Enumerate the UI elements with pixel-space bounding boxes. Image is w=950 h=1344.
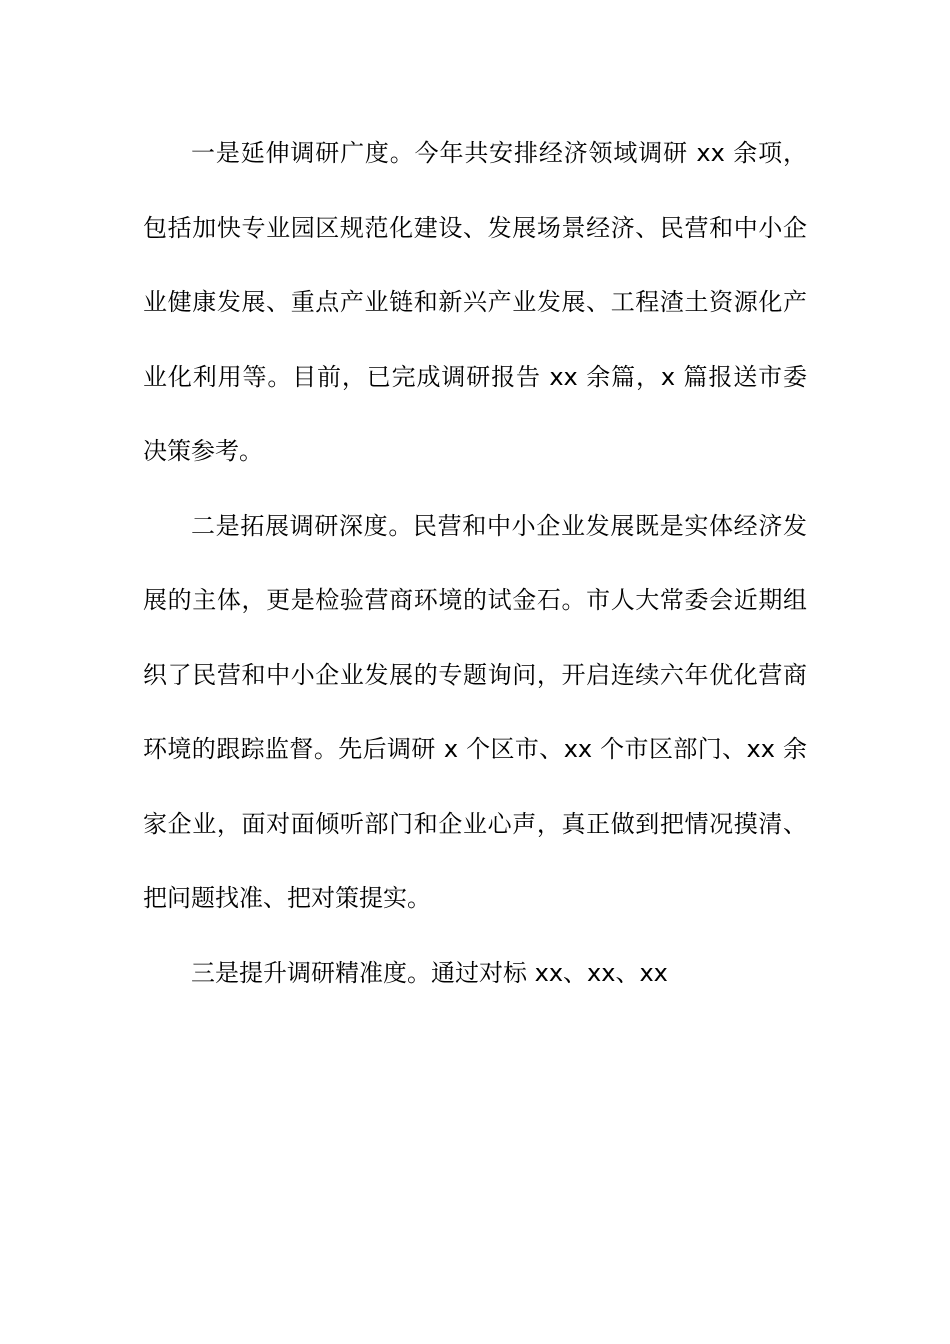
- paragraph-precision: 三是提升调研精准度。通过对标 xx、xx、xx: [191, 958, 668, 987]
- paragraph-depth: 二是拓展调研深度。民营和中小企业发展既是实体经济发展的主体，更是检验营商环境的试金石。市人大常委会近期组织了民营和中小企业发展的专题询问，开启连续六年优化营商环境的跟踪监督。先后调研 x 个区市、xx 个市区部门、xx 余家企业，面对面倾听部门和企业心声，真正做到把情况摸清、把问题找准、把对策提实。: [143, 511, 807, 912]
- document-body: [143, 116, 807, 1010]
- paragraph-breadth: 一是延伸调研广度。今年共安排经济领域调研 xx 余项，包括加快专业园区规范化建设、发展场景经济、民营和中小企业健康发展、重点产业链和新兴产业发展、工程渣土资源化产业化利用等。目前，已完成调研报告 xx 余篇，x 篇报送市委决策参考。: [143, 139, 807, 465]
